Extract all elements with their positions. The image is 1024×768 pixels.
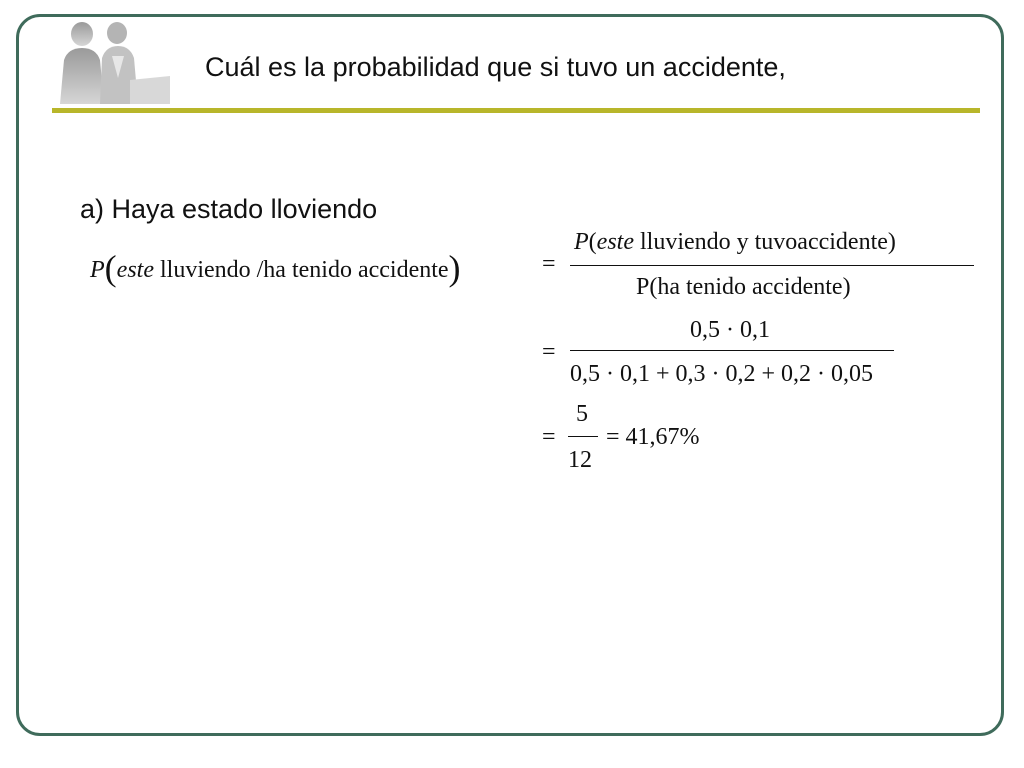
lhs-open-paren: ( xyxy=(104,248,117,288)
lhs-close-paren: ) xyxy=(448,248,461,288)
lhs-p: P xyxy=(90,257,105,283)
frac1-num-rest: lluviendo y tuvoaccidente) xyxy=(639,229,896,255)
frac2-denominator: 0,5 · 0,1 + 0,3 · 0,2 + 0,2 · 0,05 xyxy=(570,361,874,387)
lhs-condition: lluviendo /ha tenido accidente xyxy=(159,257,449,283)
slide-title: Cuál es la probabilidad que si tuvo un accidente, xyxy=(205,52,786,82)
frac1-num-open: ( xyxy=(588,229,597,255)
frac3-numerator: 5 xyxy=(576,401,588,427)
equals-sign-3: = xyxy=(542,424,556,450)
result-value: = 41,67% xyxy=(606,424,700,450)
fraction-bar-3 xyxy=(568,436,598,437)
frac1-numerator xyxy=(574,230,896,254)
equals-sign-1: = xyxy=(542,251,556,277)
frac1-num-p: P xyxy=(574,229,589,255)
frac2-numerator: 0,5 · 0,1 xyxy=(690,317,770,343)
fraction-bar-1 xyxy=(570,265,974,266)
formula-lhs xyxy=(90,250,461,286)
bullet-heading: a) Haya estado lloviendo xyxy=(80,194,378,224)
title-underline xyxy=(52,108,980,113)
people-silhouette-icon xyxy=(42,20,172,104)
frac3-denominator: 12 xyxy=(568,447,592,473)
equals-sign-2: = xyxy=(542,339,556,365)
frac1-denominator: P(ha tenido accidente) xyxy=(636,274,851,300)
fraction-bar-2 xyxy=(570,350,894,351)
frac1-num-var: este xyxy=(596,229,634,255)
lhs-var: este xyxy=(116,257,154,283)
